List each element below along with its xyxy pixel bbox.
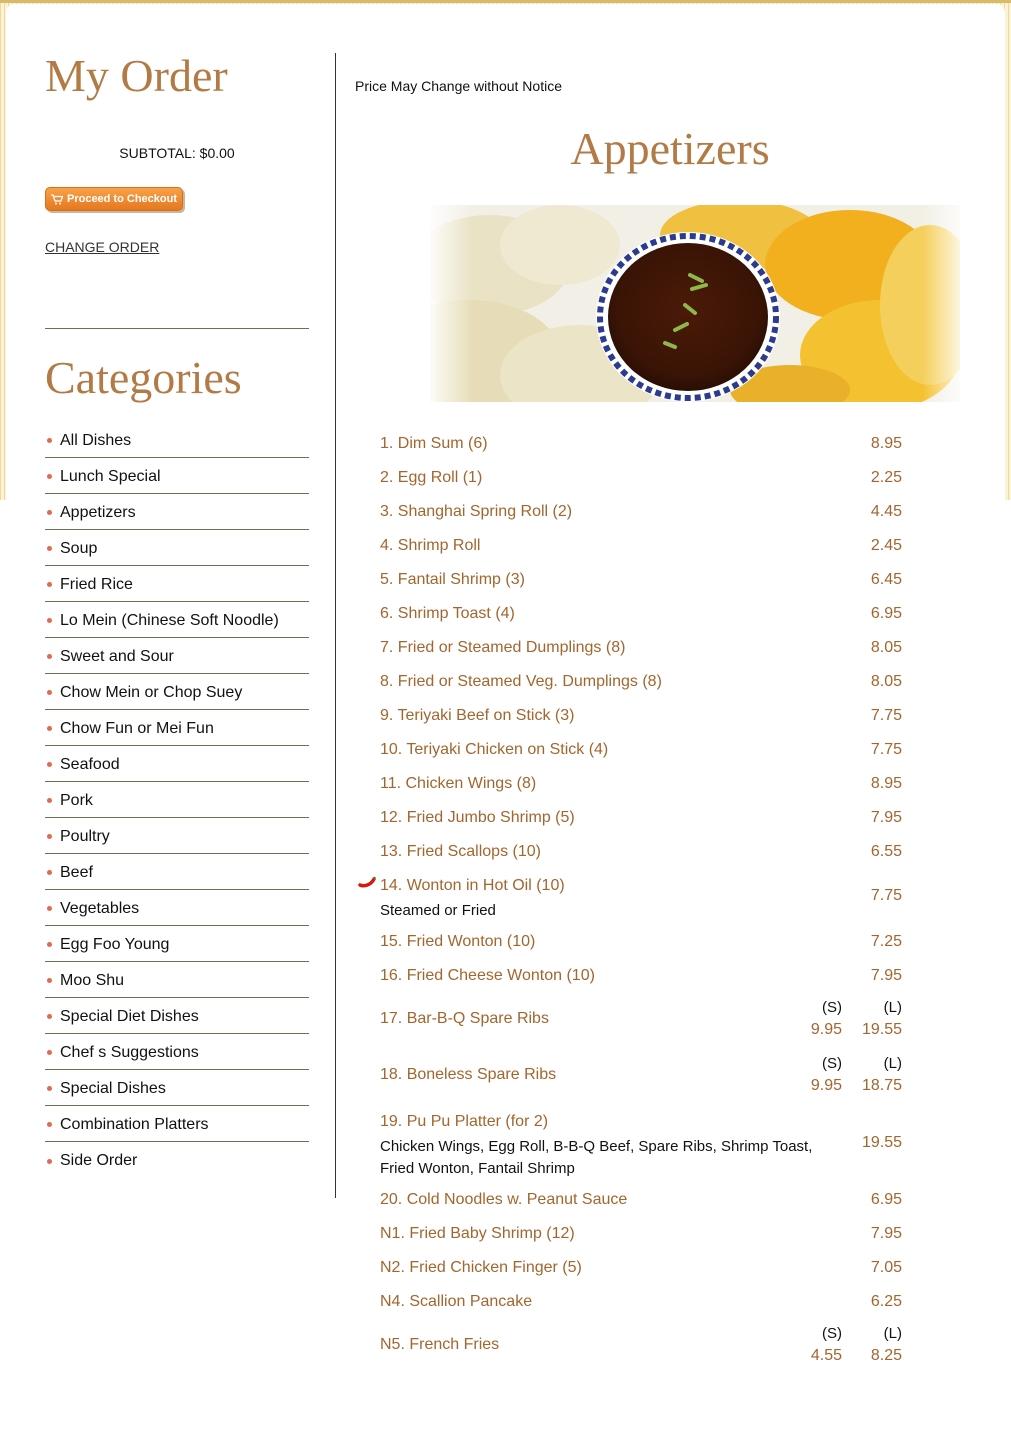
checkout-label: Proceed to Checkout	[66, 193, 178, 205]
categories-title: Categories	[45, 352, 242, 403]
item-name: 2. Egg Roll (1)	[380, 469, 483, 486]
proceed-to-checkout-button[interactable]	[45, 187, 183, 211]
item-description: Chicken Wings, Egg Roll, B-B-Q Beef, Spare Ribs, Shrimp Toast, Fried Wonton, Fantail Shrimp	[380, 1138, 813, 1177]
item-price: 7.25	[870, 933, 902, 950]
item-name: N1. Fried Baby Shrimp (12)	[380, 1225, 575, 1242]
item-name: 11. Chicken Wings (8)	[380, 775, 537, 792]
menu-item[interactable]	[380, 1285, 902, 1319]
menu-item[interactable]	[380, 495, 902, 529]
category-label: Chow Mein or Chop Suey	[60, 683, 243, 701]
category-item[interactable]	[45, 494, 309, 530]
chili-pepper-icon	[358, 876, 376, 888]
size-small-label: (S)	[822, 1325, 842, 1342]
item-name: 18. Boneless Spare Ribs	[380, 1066, 557, 1083]
menu-item[interactable]	[380, 869, 902, 925]
subtotal: SUBTOTAL: $0.00	[119, 145, 235, 161]
price-large: 19.55	[861, 1021, 902, 1038]
bullet-icon	[47, 510, 52, 515]
category-item[interactable]	[45, 818, 309, 854]
category-label: Combination Platters	[60, 1115, 209, 1133]
category-list	[45, 422, 309, 1178]
item-name: 16. Fried Cheese Wonton (10)	[380, 967, 595, 984]
bullet-icon	[47, 582, 52, 587]
price-small: 9.95	[810, 1021, 842, 1038]
item-name: 8. Fried or Steamed Veg. Dumplings (8)	[380, 673, 662, 690]
category-label: Pork	[60, 791, 93, 809]
bullet-icon	[47, 1086, 52, 1091]
menu-item[interactable]	[380, 767, 902, 801]
menu-item[interactable]	[380, 1319, 902, 1375]
category-label: Chow Fun or Mei Fun	[60, 719, 214, 737]
bullet-icon	[47, 906, 52, 911]
category-label: Lunch Special	[60, 467, 161, 485]
item-name: 15. Fried Wonton (10)	[380, 933, 536, 950]
item-price: 8.05	[870, 639, 902, 656]
menu-item[interactable]	[380, 597, 902, 631]
category-label: Side Order	[60, 1152, 138, 1169]
bullet-icon	[47, 546, 52, 551]
size-large-label: (L)	[883, 999, 902, 1016]
menu-item[interactable]	[380, 529, 902, 563]
bullet-icon	[47, 618, 52, 623]
category-label: Seafood	[60, 755, 120, 773]
item-name: 20. Cold Noodles w. Peanut Sauce	[380, 1191, 628, 1208]
item-name: 19. Pu Pu Platter (for 2)	[380, 1113, 549, 1130]
category-item[interactable]	[45, 1034, 309, 1070]
bullet-icon	[47, 474, 52, 479]
item-description: Steamed or Fried	[380, 902, 496, 919]
bullet-icon	[47, 438, 52, 443]
menu-item[interactable]	[380, 733, 902, 767]
category-label: Vegetables	[60, 899, 140, 917]
category-item[interactable]	[45, 926, 309, 962]
menu-item[interactable]	[380, 665, 902, 699]
category-item[interactable]	[45, 422, 309, 458]
size-small-label: (S)	[822, 1055, 842, 1072]
menu-item[interactable]	[380, 427, 902, 461]
bullet-icon	[47, 654, 52, 659]
item-name: 6. Shrimp Toast (4)	[380, 605, 515, 622]
category-label: Egg Foo Young	[60, 935, 170, 953]
item-price: 19.55	[861, 1134, 902, 1151]
menu-item[interactable]	[380, 631, 902, 665]
category-item[interactable]	[45, 1142, 309, 1178]
item-name: 4. Shrimp Roll	[380, 537, 481, 554]
category-item[interactable]	[45, 566, 309, 602]
item-name: 9. Teriyaki Beef on Stick (3)	[380, 707, 575, 724]
menu-list	[380, 427, 902, 1375]
bullet-icon	[47, 1159, 52, 1164]
category-item[interactable]	[45, 530, 309, 566]
bullet-icon	[47, 726, 52, 731]
bullet-icon	[47, 1122, 52, 1127]
item-price: 2.45	[870, 537, 902, 554]
menu-item[interactable]	[380, 1217, 902, 1251]
category-item[interactable]	[45, 1070, 309, 1106]
item-price: 6.45	[870, 571, 902, 588]
price-small: 4.55	[810, 1347, 842, 1364]
category-item[interactable]	[45, 746, 309, 782]
category-item[interactable]	[45, 854, 309, 890]
category-label: Appetizers	[60, 503, 136, 521]
section-title: Appetizers	[570, 123, 770, 174]
category-label: All Dishes	[60, 431, 132, 449]
menu-item[interactable]	[380, 1251, 902, 1285]
menu-item[interactable]	[380, 925, 902, 959]
change-order-link[interactable]: CHANGE ORDER	[45, 239, 160, 255]
item-name: 17. Bar-B-Q Spare Ribs	[380, 1010, 549, 1027]
price-large: 18.75	[861, 1077, 902, 1094]
category-label: Chef s Suggestions	[60, 1043, 199, 1061]
bullet-icon	[47, 870, 52, 875]
category-label: Poultry	[60, 827, 110, 845]
bullet-icon	[47, 690, 52, 695]
category-label: Beef	[60, 863, 93, 881]
price-small: 9.95	[810, 1077, 842, 1094]
sidebar	[45, 50, 309, 1169]
item-price: 8.05	[870, 673, 902, 690]
size-large-label: (L)	[883, 1055, 902, 1072]
category-item[interactable]	[45, 1106, 309, 1142]
item-name: 1. Dim Sum (6)	[380, 435, 488, 452]
item-price: 6.25	[870, 1293, 902, 1310]
item-price: 8.95	[870, 775, 902, 792]
divider	[45, 328, 309, 329]
bullet-icon	[47, 978, 52, 983]
menu-item[interactable]	[380, 1105, 902, 1183]
menu-item[interactable]	[380, 1049, 902, 1105]
item-price: 7.95	[870, 967, 902, 984]
category-item[interactable]	[45, 998, 309, 1034]
category-item[interactable]	[45, 962, 309, 998]
category-label: Sweet and Sour	[60, 647, 174, 665]
menu-item[interactable]	[380, 461, 902, 495]
category-label: Special Diet Dishes	[60, 1007, 199, 1025]
item-price: 7.75	[870, 887, 902, 904]
item-name: 5. Fantail Shrimp (3)	[380, 571, 525, 588]
item-price: 7.95	[870, 1225, 902, 1242]
price-large: 8.25	[870, 1347, 902, 1364]
size-small-label: (S)	[822, 999, 842, 1016]
size-large-label: (L)	[883, 1325, 902, 1342]
item-name: 3. Shanghai Spring Roll (2)	[380, 503, 573, 520]
item-price: 4.45	[870, 503, 902, 520]
item-price: 7.75	[870, 741, 902, 758]
category-label: Moo Shu	[60, 971, 125, 989]
category-label: Soup	[60, 539, 98, 557]
item-price: 7.05	[870, 1259, 902, 1276]
menu-item[interactable]	[380, 801, 902, 835]
item-name: 13. Fried Scallops (10)	[380, 843, 541, 860]
column-divider	[335, 53, 336, 1198]
item-price: 6.95	[870, 605, 902, 622]
menu-item[interactable]	[380, 993, 902, 1049]
item-name: 10. Teriyaki Chicken on Stick (4)	[380, 741, 609, 758]
bullet-icon	[47, 942, 52, 947]
category-item[interactable]	[45, 710, 309, 746]
item-price: 2.25	[870, 469, 902, 486]
category-item[interactable]	[45, 458, 309, 494]
item-price: 6.95	[870, 1191, 902, 1208]
item-name: 7. Fried or Steamed Dumplings (8)	[380, 639, 626, 656]
menu-item[interactable]	[380, 835, 902, 869]
item-name: N2. Fried Chicken Finger (5)	[380, 1259, 582, 1276]
bullet-icon	[47, 1050, 52, 1055]
item-name: N5. French Fries	[380, 1336, 500, 1353]
bullet-icon	[47, 798, 52, 803]
item-name: 14. Wonton in Hot Oil (10)	[380, 877, 565, 894]
item-price: 8.95	[870, 435, 902, 452]
menu-item[interactable]	[380, 959, 902, 993]
item-price: 6.55	[870, 843, 902, 860]
category-label: Special Dishes	[60, 1079, 166, 1097]
dumplings-image	[430, 205, 960, 402]
category-item[interactable]	[45, 638, 309, 674]
category-item[interactable]	[45, 602, 309, 638]
item-price: 7.75	[870, 707, 902, 724]
category-item[interactable]	[45, 674, 309, 710]
menu-item[interactable]	[380, 563, 902, 597]
my-order-title: My Order	[45, 50, 228, 101]
menu-item[interactable]	[380, 1183, 902, 1217]
category-label: Fried Rice	[60, 575, 133, 593]
item-price: 7.95	[870, 809, 902, 826]
menu-item[interactable]	[380, 699, 902, 733]
top-border	[0, 0, 1011, 3]
cart-icon	[51, 194, 63, 205]
category-label: Lo Mein (Chinese Soft Noodle)	[60, 611, 279, 629]
item-name: 12. Fried Jumbo Shrimp (5)	[380, 809, 575, 826]
category-item[interactable]	[45, 782, 309, 818]
price-notice: Price May Change without Notice	[355, 78, 562, 94]
bullet-icon	[47, 834, 52, 839]
bullet-icon	[47, 1014, 52, 1019]
item-name: N4. Scallion Pancake	[380, 1293, 533, 1310]
category-item[interactable]	[45, 890, 309, 926]
bullet-icon	[47, 762, 52, 767]
